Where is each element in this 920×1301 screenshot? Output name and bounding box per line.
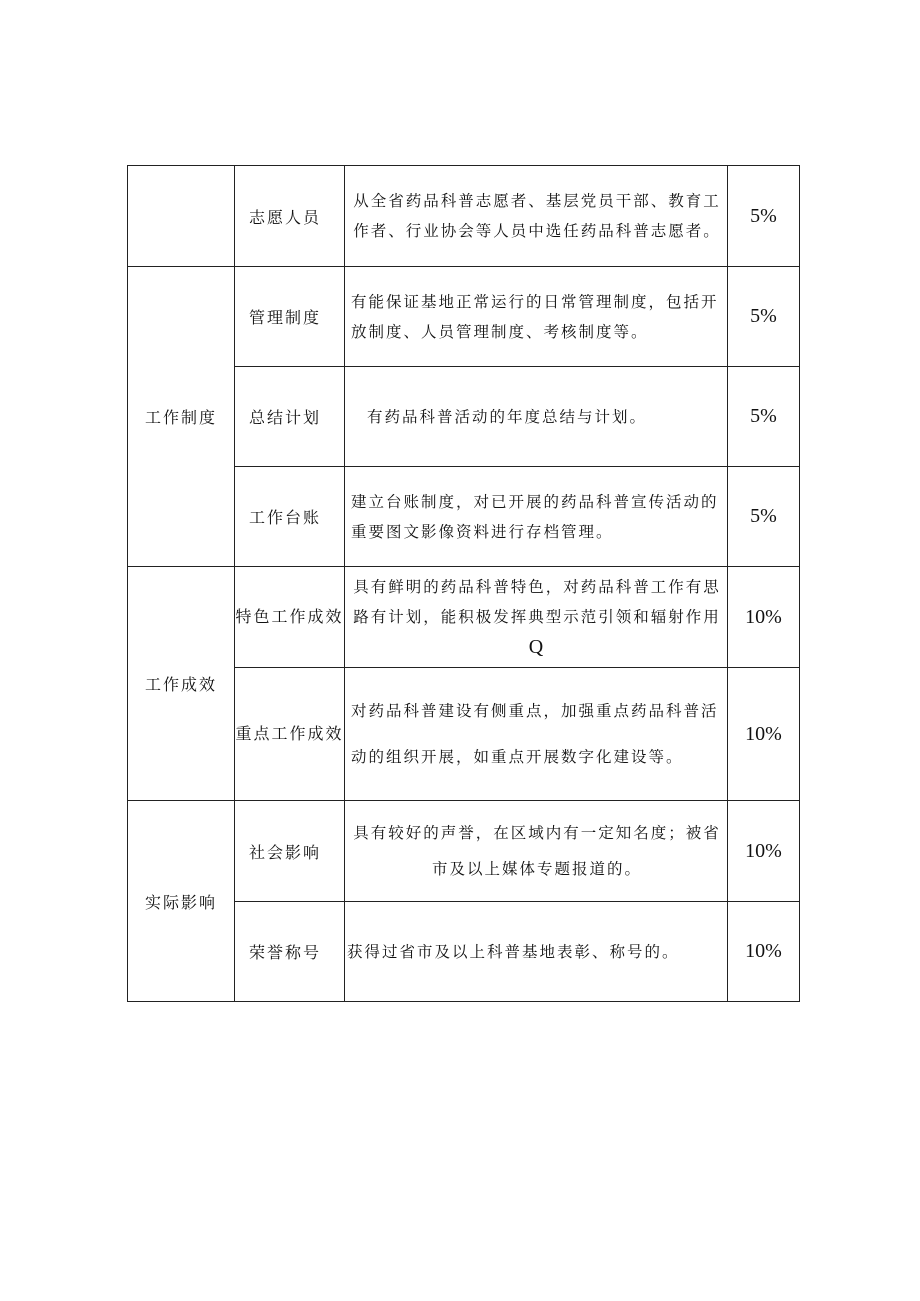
category-cell — [128, 166, 235, 267]
item-cell — [235, 467, 345, 567]
item-cell — [235, 902, 345, 1002]
criteria-cell — [345, 166, 728, 267]
criteria-cell — [345, 902, 728, 1002]
weight-cell: 5% — [728, 367, 800, 467]
item-cell — [235, 166, 345, 267]
criteria-text: 具有较好的声誉，在区域内有一定知名度；被省市及以上媒体专题报道的。 — [353, 824, 721, 878]
item-cell — [235, 567, 345, 668]
table-row — [128, 801, 800, 902]
criteria-cell — [345, 267, 728, 367]
weight-cell: 5% — [728, 166, 800, 267]
weight-cell: 10% — [728, 902, 800, 1002]
criteria-cell — [345, 567, 728, 668]
item-label: 管理制度 — [249, 308, 322, 327]
evaluation-table — [127, 165, 800, 1002]
criteria-text: 有能保证基地正常运行的日常管理制度，包括开放制度、人员管理制度、考核制度等。 — [351, 292, 719, 341]
criteria-text: 具有鲜明的药品科普特色，对药品科普工作有思路有计划，能积极发挥典型示范引领和辐射作用Q — [353, 577, 721, 658]
item-label: 工作台账 — [249, 508, 322, 527]
criteria-text: 获得过省市及以上科普基地表彰、称号的。 — [347, 942, 680, 961]
category-cell: 实际影响 — [128, 801, 235, 1002]
weight-cell: 10% — [728, 801, 800, 902]
item-cell — [235, 801, 345, 902]
item-label: 重点工作成效 — [235, 724, 344, 743]
criteria-cell — [345, 668, 728, 801]
item-label: 荣誉称号 — [249, 943, 322, 962]
category-cell: 工作成效 — [128, 567, 235, 801]
criteria-text: 有药品科普活动的年度总结与计划。 — [367, 407, 648, 426]
criteria-cell — [345, 467, 728, 567]
item-label: 特色工作成效 — [235, 607, 344, 626]
item-label: 社会影响 — [249, 842, 322, 862]
item-label: 总结计划 — [249, 408, 322, 427]
item-cell — [235, 267, 345, 367]
table-row — [128, 267, 800, 367]
weight-cell: 5% — [728, 267, 800, 367]
item-label: 志愿人员 — [249, 207, 322, 227]
criteria-text: 对药品科普建设有侧重点，加强重点药品科普活动的组织开展，如重点开展数字化建设等。 — [351, 702, 719, 766]
weight-cell: 5% — [728, 467, 800, 567]
item-cell — [235, 668, 345, 801]
category-cell: 工作制度 — [128, 267, 235, 567]
criteria-text: 建立台账制度，对已开展的药品科普宣传活动的重要图文影像资料进行存档管理。 — [351, 492, 719, 541]
item-cell — [235, 367, 345, 467]
weight-cell: 10% — [728, 668, 800, 801]
criteria-text: 从全省药品科普志愿者、基层党员干部、教育工作者、行业协会等人员中选任药品科普志愿者。 — [353, 192, 721, 240]
table-row — [128, 166, 800, 267]
weight-cell: 10% — [728, 567, 800, 668]
table-row — [128, 567, 800, 668]
criteria-cell — [345, 801, 728, 902]
criteria-cell — [345, 367, 728, 467]
